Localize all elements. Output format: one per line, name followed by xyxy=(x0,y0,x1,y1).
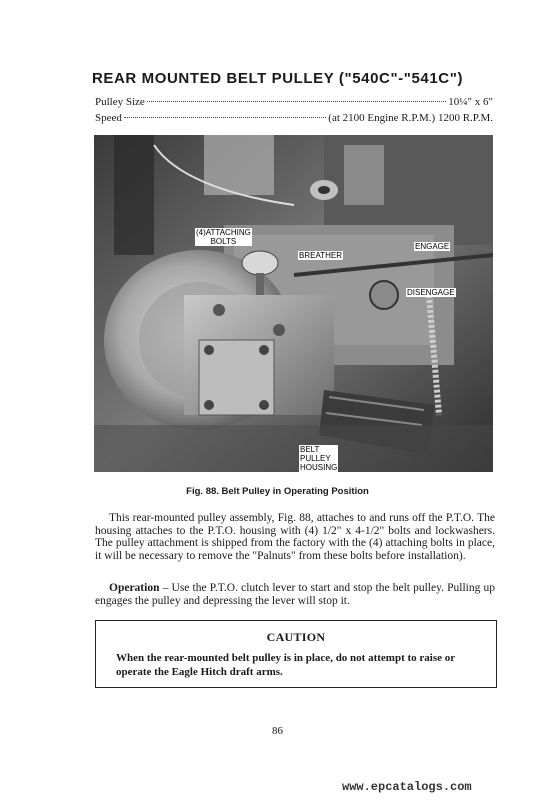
page-title: REAR MOUNTED BELT PULLEY ("540C"-"541C") xyxy=(91,70,464,87)
watermark: www.epcatalogs.com xyxy=(342,780,472,794)
callout-disengage: DISENGAGE xyxy=(407,288,455,297)
spec-row-speed xyxy=(95,112,493,124)
spec-value: 10¼" x 6" xyxy=(448,96,493,108)
operation-label: Operation xyxy=(109,582,160,594)
callout-belt-pulley-housing: BELT PULLEY HOUSING xyxy=(300,445,338,472)
callout-attaching-bolts: (4)ATTACHING BOLTS xyxy=(196,228,251,246)
dot-leader xyxy=(147,101,446,102)
page-number: 86 xyxy=(272,725,283,737)
belt-pulley-photo xyxy=(94,135,493,472)
callout-breather: BREATHER xyxy=(299,251,342,260)
spec-row-pulley-size xyxy=(95,96,493,108)
caution-box xyxy=(95,620,497,688)
callout-engage: ENGAGE xyxy=(415,242,450,251)
dot-leader xyxy=(124,117,326,118)
figure-caption: Fig. 88. Belt Pulley in Operating Position xyxy=(186,486,369,497)
operation-paragraph xyxy=(95,582,495,607)
caution-title: CAUTION xyxy=(266,630,326,644)
caution-text: When the rear-mounted belt pulley is in place, do not attempt to raise or operate the Eagle Hitch draft arms. xyxy=(116,652,455,678)
spec-label: Pulley Size xyxy=(95,96,145,108)
spec-label: Speed xyxy=(95,112,122,124)
operation-text: – Use the P.T.O. clutch lever to start and stop the belt pulley. Pulling up engages the pulley and depressing the lever will stop it. xyxy=(95,582,495,607)
belt-pulley-illustration xyxy=(94,135,493,472)
spec-value: (at 2100 Engine R.P.M.) 1200 R.P.M. xyxy=(328,112,493,124)
body-paragraph: This rear-mounted pulley assembly, Fig. 88, attaches to and runs off the P.T.O. The housing attaches to the P.T.O. housing with (4) 1/2" x 4-1/2" bolts and lockwashers. The pulley attachment is shipped from the factory with the (4) attaching bolts in place, it will be necessary to remove the "Palnuts" from these bolts before installation). xyxy=(95,512,495,562)
